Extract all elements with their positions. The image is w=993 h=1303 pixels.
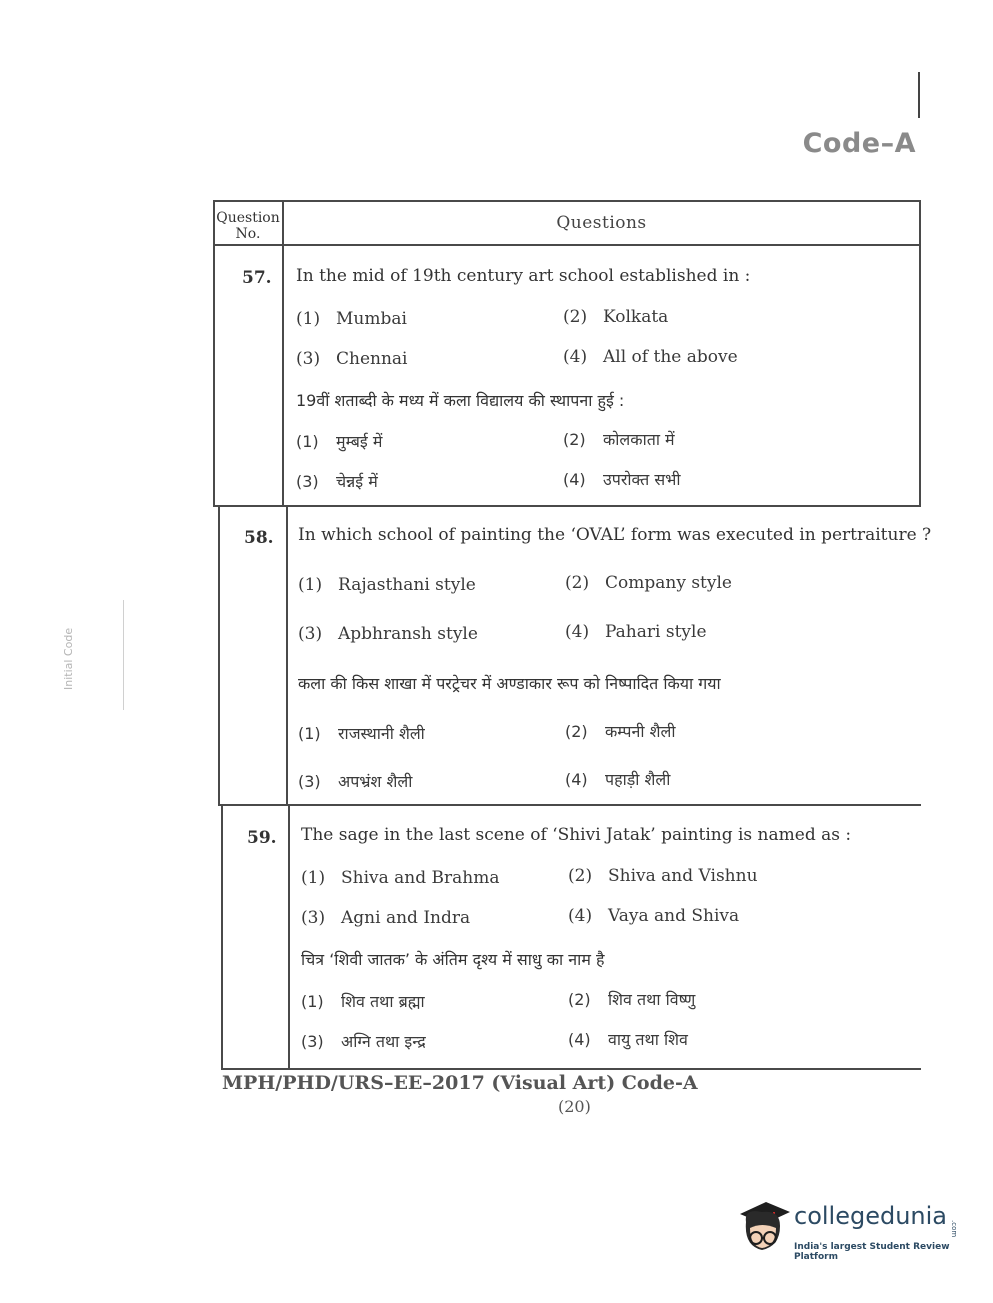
- q59-option-1-en: (1) Shiva and Brahma: [301, 868, 500, 888]
- question-number-57: 57.: [242, 268, 272, 288]
- q59-option-3-en: (3) Agni and Indra: [301, 908, 471, 928]
- q59-option-1-hi: (1) शिव तथा ब्रह्मा: [301, 992, 425, 1011]
- q58-option-3-en: (3) Apbhransh style: [298, 624, 478, 644]
- q57-option-3-hi: (3) चेन्नई में: [296, 472, 378, 491]
- column-divider-a: [282, 200, 284, 506]
- q58-option-3-hi: (3) अपभ्रंश शैली: [298, 772, 413, 791]
- question-57-text-en: In the mid of 19th century art school established in :: [296, 266, 751, 286]
- q57-option-1-en: (1) Mumbai: [296, 309, 407, 329]
- q58-option-4-hi: (4) पहाड़ी शैली: [565, 770, 671, 789]
- mascot-icon: [736, 1196, 792, 1256]
- question-59-text-hi: चित्र ‘शिवी जातक’ के अंतिम दृश्य में साधु का नाम है: [301, 950, 605, 969]
- question-59-text-en: The sage in the last scene of ‘Shivi Jatak’ painting is named as :: [301, 825, 852, 845]
- q57-option-1-hi: (1) मुम्बई में: [296, 432, 383, 451]
- table-left-border-a: [213, 200, 215, 506]
- logo-suffix: .com: [950, 1220, 958, 1238]
- q58-option-4-en: (4) Pahari style: [565, 622, 707, 642]
- question-58-text-en: In which school of painting the ‘OVAL’ form was executed in pertraiture ?: [298, 525, 932, 545]
- q59-option-4-hi: (4) वायु तथा शिव: [568, 1030, 688, 1049]
- row-divider-58-59: [218, 804, 921, 806]
- column-divider-c: [288, 806, 290, 1070]
- q59-option-2-hi: (2) शिव तथा विष्णु: [568, 990, 696, 1009]
- q58-option-1-en: (1) Rajasthani style: [298, 575, 476, 595]
- question-58-text-hi: कला की किस शाखा में परट्रेचर में अण्डाकार रूप को निष्पादित किया गया: [298, 674, 721, 693]
- footer-exam-code: MPH/PHD/URS–EE–2017 (Visual Art) Code-A: [222, 1072, 698, 1094]
- logo-tagline: India's largest Student Review Platform: [794, 1242, 950, 1262]
- top-vertical-rule: [918, 72, 920, 118]
- q57-option-2-en: (2) Kolkata: [563, 307, 669, 327]
- page-number: (20): [558, 1097, 591, 1116]
- q57-option-3-en: (3) Chennai: [296, 349, 408, 369]
- q57-option-4-en: (4) All of the above: [563, 347, 738, 367]
- column-divider-b: [286, 506, 288, 806]
- collegedunia-logo: [736, 1196, 966, 1266]
- q57-option-2-hi: (2) कोलकाता में: [563, 430, 675, 449]
- q59-option-2-en: (2) Shiva and Vishnu: [568, 866, 758, 886]
- q57-option-4-hi: (4) उपरोक्त सभी: [563, 470, 681, 489]
- code-title: Code–A: [802, 128, 916, 159]
- header-question-no: Question No.: [216, 210, 280, 242]
- header-questions: Questions: [556, 213, 647, 233]
- header-bottom-border: [213, 244, 921, 246]
- table-left-border-c: [221, 806, 223, 1070]
- table-bottom-border: [221, 1068, 921, 1070]
- table-right-border: [919, 200, 921, 506]
- question-57-text-hi: 19वीं शताब्दी के मध्य में कला विद्यालय की स्थापना हुई :: [296, 391, 625, 410]
- side-faint-rule: [123, 600, 124, 710]
- q59-option-3-hi: (3) अग्नि तथा इन्द्र: [301, 1032, 426, 1051]
- question-number-59: 59.: [247, 828, 277, 848]
- logo-wordmark: collegedunia: [794, 1202, 948, 1230]
- q59-option-4-en: (4) Vaya and Shiva: [568, 906, 740, 926]
- row-divider-57-58: [213, 505, 921, 507]
- question-number-58: 58.: [244, 528, 274, 548]
- side-stamp: Initial Code: [62, 627, 75, 690]
- table-left-border-b: [218, 506, 220, 806]
- q58-option-1-hi: (1) राजस्थानी शैली: [298, 724, 425, 743]
- q58-option-2-hi: (2) कम्पनी शैली: [565, 722, 676, 741]
- table-top-border: [213, 200, 921, 202]
- q58-option-2-en: (2) Company style: [565, 573, 732, 593]
